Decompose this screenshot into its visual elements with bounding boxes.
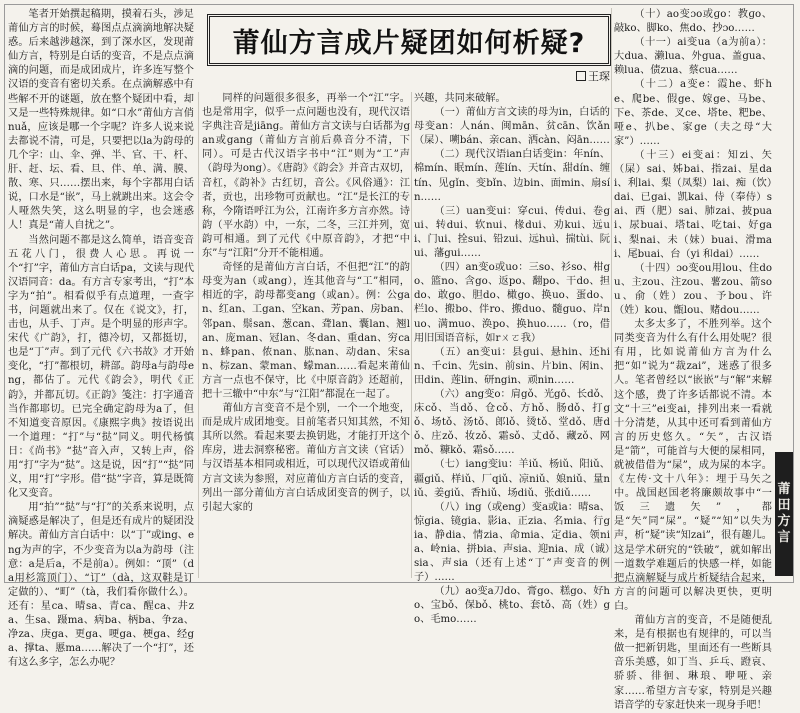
example-item-7: （七）iang变iu：羊iǔ、杨iǔ、阳iǔ、疆giǔ、样iǔ、厂qiǔ、凉niǔ、娘niǔ、量niǔ、姜giǔ、香hiǔ、场diǔ、张diǔ…… bbox=[414, 459, 610, 499]
series-tab-char: 莆 bbox=[777, 482, 791, 497]
column-divider bbox=[411, 92, 412, 578]
example-item-1: （一）莆仙方言文读的母为in，白话的母变an：人nán、闽mān、贫cān、饮ǎn（屎）、嗍bán、亲can、洒càn、闷ān…… bbox=[414, 107, 610, 147]
example-item-8: （八）ing（或eng）变a或ia：晴sa、惊gia、镜gia、影ia、正zia、名mia、行gia、静dia、情zia、命mia、定dia、领nia、岭nia、拼bia、声sia、迎nia、成（诚）sia、声sia（还有上述“丁”声变音的例子）…… bbox=[414, 501, 610, 584]
column-4 bbox=[614, 8, 772, 711]
column-series-tab bbox=[775, 452, 793, 576]
column-divider bbox=[198, 92, 199, 578]
example-item-12: （十二）a变e：霞he、虾he、爬be、假ge、嫁ge、马be、下e、茶de、叉ce、塔te、粑be、哑e、扒be、家ge（夫之母“大家”）…… bbox=[614, 79, 772, 147]
column-3 bbox=[414, 92, 610, 626]
series-tab-char: 方 bbox=[777, 514, 791, 529]
author-mark-box bbox=[576, 71, 586, 81]
example-item-10: （十）ao变ɔo或ɡo：教ɡo、敲ko、脚ko、焦do、抄ɔo…… bbox=[614, 9, 772, 35]
headline: 莆仙方言成片疑团如何析疑? bbox=[207, 14, 611, 66]
paragraph: 当然问题不都是这么简单，语音变音五花八门，很费人心思。再说一个“打”字，莆仙方言白话pa，文读与现代汉语同音：da。有方言专家考出，“打”本字为“拍”。相看似乎有点道理，一查字书，问题就出来了。仅在《说文》，打，击也，从手、丁声。是个明显的形声字。宋代《广韵》，打，德冷切，又都挺切，也是“丁”声。到了元代《六书故》才开始变化，“打”都根切，耕部。韵母a与韵母eng，都估了。元代《韵会》，明代《正韵》，并都瓦切。《正韵》笺注：打字通音当作都耶切。已完全确定韵母为a了，但不知道变音原因。《康熙字典》按语说出一个道理：“打”与“挞”同义。明代杨慎日：《尚书》“挞”音入声，又转上声，俗用“打”字为“挞”。这是说，因“打”“挞”同义，用“打”字形。借“挞”字音，算是既简化又变音。 bbox=[8, 234, 195, 500]
example-item-3: （三）uan变ui：穿cui、传dui、卷gui、转dui、软nui、椽dui、劝kui、远ui、门ui、拴sui、铅zui、远huì、揣tùi、阮ui、藩gui…… bbox=[414, 205, 610, 260]
example-item-9: （九）ao变a刀do、膏go、糕go、好ho、宝bǒ、保bǒ、桃to、套tǒ、高（姓）go、毛mo…… bbox=[414, 586, 610, 626]
series-tab-char: 言 bbox=[777, 530, 791, 545]
example-item-6: （六）ang变o：肩gǒ、光gō、长dǒ、床cǒ、当dǒ、仓cǒ、方hǒ、肠dǒ、打gǒ、场tǒ、汤tǒ、郎lǒ、烫tǒ、堂dǒ、唐dǒ、庄zǒ、妆zǒ、霜sǒ、丈dǒ、藏zǒ、网mǒ、糠kǒ、霜sǒ…… bbox=[414, 388, 610, 457]
paragraph: 奇怪的是莆仙方言白话，不但把“江”的韵母变为an（或ang），连其他音与“工”相同，相近的字，韵母都变ang（或an）。例：公gan、红an、工gan、空kan、芳pan、房ban、邻pan、鬃san、葱can、聋lan、囊lan、翘lan、庞man、冠lan、冬dan、重dan、穷can、蜂pan、侬nan、肱nan、动dan、宋san、棕zan、蒙man、蠓man……看起来莆仙方言一点也不保守，比《中原音韵》还超前，把十三辙中“中东”与“江阳”都混在一起了。 bbox=[202, 262, 410, 400]
column-1 bbox=[8, 8, 195, 669]
paragraph: 笔者开始撰起稿期，摸着石头，涉足莆仙方言的时候，蓦图点点滴滴地解决疑惑。后来越涉越深，到了深水区，发现莆仙方言，特别是白话的变音，不是点点滴滴的问题，而是成团成片，许多连写整个汉语的变音有密切关系。在点滴解惑中有些解不开的谜题，放在整个疑团中看，却又是一些特殊规律。如“口水”莆仙方言俏nuǎ，应该是哪一个字呢？许多人说来说去都说不清，可是，只要把以la为韵母的几个字：山、伞、弹、半、官、干、杆、肝、赶、坛、看、旦、伴、单、满、膜、散、寒、只……摆出来，每个字都用白话说，口水是“嵌”，马上就跳出来。这会令人哑然失笑，这么明显的字，也会迷惑人！真是“莆人自扰之”。 bbox=[8, 9, 194, 232]
example-item-5: （五）an变ui：县gui、悬hin、还hin、千cin、先sin、前sin、片bin、闲in、田din、莲lin、研ngin、顽nin…… bbox=[414, 346, 610, 386]
author-name: 王琛 bbox=[588, 70, 610, 83]
example-item-11: （十一）ai变ua（a为前a）：大dua、濑lua、外gua、盖gua、赖lua、债zua、蔡cua…… bbox=[614, 37, 772, 77]
paragraph: 莆仙方言变音不是个别，一个一个地变，而是成片成团地变。目前笔者只知其然，不知其所以然。看起来要去换钥匙，才能打开这个库房，进去洞察秘密。莆仙方言文读（官话）与汉语基本相同或相近，可以现代汉语或莆仙方言文读为参照，对应莆仙方言白话的变音，列出一部分莆仙方言白话成团变音的例子，以引起大家的 bbox=[202, 403, 410, 513]
example-item-14: （十四）ɔo变ou用lou、住dou、主zou、注zou、薯zou、箭sou、俞（姓）zou、予bou、许（姓）kou、甑lou、赌dou…… bbox=[614, 262, 772, 316]
paragraph: 用“拍”“挞”与“打”的关系来说明，点滴疑惑是解决了，但是还有成片的疑团没解决。莆仙方言白话中：以“丁”或ing、eng为声的字，不少变音为以a为韵母（注意：a是后a，不是前a）。例如：“顶”（da用杉篙顶门）、“订”（dà，这双鞋是订定做的）、“町”（tà，我们看你做什么）。还有：星ca、晴sa、青ca、醒ca、井za、生sa、蹑ma、病ba、柄ba、争za、净za、庚ga、更ga、哽ga、梗ga、经ga、撑ta、慝ma……解决了一个“打”，还有这么多字，怎么办呢？ bbox=[8, 502, 194, 669]
paragraph: 太多太多了，不胜列举。这个同类变音为什么有什么用处呢？很有用，比如说莆仙方言为什么把“如”说为“裁zai”，迷惑了很多人。笔者曾经以“嵌嵌”与“解”来解这个感，费了许多话都说不清。本文“十三”ei变ai，排列出来一看就十分清楚，从其中还可看到莆仙方言的历史悠久。“矢”，古汉语是“箭”，可能首与大便的屎相同，就被借借为“屎”，成为屎的本字。《左传·文十八年》：埋于马矢之中。战国赵国老将廉颇故事中“一饭三遗矢”，都是“矢”同“屎”。“疑”“知”以失为声，析“疑”读“知zai”，很有趣儿。这是学术研究的“铁破”，就如解出一道数学难题后的快感一样，如能把点滴解疑与成片析疑结合起来，方言的问题可以解决更快，更明白。 bbox=[614, 319, 772, 612]
example-item-2: （二）现代汉语ian白话变in：年nín、棉mín、眠mín、莲lín、天tín、甜dín、缠tín、见gǐn、变bǐn、边bin、面min、扇sín…… bbox=[414, 149, 610, 203]
column-divider bbox=[611, 8, 612, 578]
byline bbox=[540, 68, 610, 84]
example-item-4: （四）an变o或uo：三so、衫so、柑go、篮no、含go、返po、翻po、干do、担do、敢go、胆do、橄go、换uo、蛋do、栏lo、搬bo、伴ro、搬duo、髓guo、岸nuo、满muo、涣po、换huo……（ro，借用旧国语音标，如rㄨㄛ我） bbox=[414, 262, 610, 344]
paragraph: 莆仙方言的变音，不是随便乱来，是有根据也有规律的，可以当做一把新钥匙，里面还有一些断具音乐美感，如丁当、乒乓、蹬哀、骄骄、徘徊、琳琅、咿哑、亲家……希望方言专家，特别是兴趣语音学的专家赶快来一现身手吧！ bbox=[614, 615, 772, 711]
paragraph: 同样的问题很多很多，再举一个“江”字。也是常用字，似乎一点问题也没有，现代汉语字典注音是jiāng。莆仙方言文读与白话都为gan或gang（莆仙方言前后鼻音分不清，下同）。可是古代汉语字书中“江”则为“工”声（韵母为ong）。《唐韵》《韵会》并音古双切，音杠，《韵补》古红切，音公。《风俗通》：江者，贡也，出珍物可贡献也。“江”是长江的专称，今隋语呼江为公，江南许多方言亦然。诗韵（平水韵）中，一东，二冬，三江并列，宽韵可相通。到了元代《中原音韵》，才把“中东”与“江阳”分开不能相通。 bbox=[202, 93, 410, 260]
column-2 bbox=[202, 92, 410, 580]
series-tab-char: 田 bbox=[777, 498, 791, 513]
paragraph: 兴趣，共同来破解。 bbox=[414, 93, 506, 104]
example-item-13: （十三）ei变ai：知zi、矢（屎）sai、姊bai、指zai、星dai、利lai、梨（凤梨）lai、痴（饮）dai、已gai、凯kai、侍（奉侍）sai、西（肥）sai、肺zai、披puai、尿buai、塔tai、吃tai、好gai、梨nai、未（妹）buai、滑mai、尾buai、台（yi 和dai）…… bbox=[614, 149, 772, 260]
